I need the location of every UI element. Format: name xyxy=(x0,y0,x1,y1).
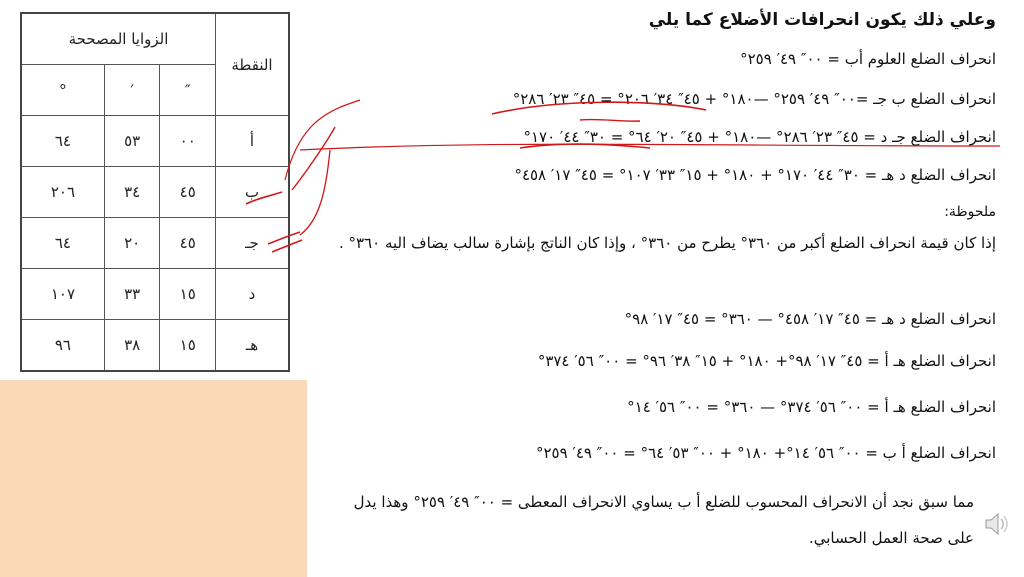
point-cell: ب xyxy=(216,167,290,218)
degrees-cell: ٦٤ xyxy=(21,116,104,167)
unit-degrees: ° xyxy=(21,65,104,116)
table-row xyxy=(21,320,289,372)
corrected-angles-table xyxy=(20,12,290,372)
intro-line: وعلي ذلك يكون انحرافات الأضلاع كما يلي xyxy=(648,10,996,30)
bearing-line-cd: انحراف الضلع جـ د = ٤٥″ ٢٣′ ٢٨٦° —١٨٠° + ٤٥″ ٢٠′ ٦٤° = ٣٠″ ٤٤′ ١٧٠° xyxy=(523,128,996,146)
header-point: النقطة xyxy=(216,13,290,116)
bearing-line-de: انحراف الضلع د هـ = ٣٠″ ٤٤′ ١٧٠° + ١٨٠° + ١٥″ ٣٣′ ١٠٧° = ٤٥″ ١٧′ ٤٥٨° xyxy=(514,166,996,184)
bearing-line-ab: انحراف الضلع العلوم أب = ٠٠″ ٤٩′ ٢٥٩° xyxy=(740,50,996,68)
degrees-cell: ٦٤ xyxy=(21,218,104,269)
seconds-cell: ٤٥ xyxy=(160,167,216,218)
table-row xyxy=(21,116,289,167)
point-cell: د xyxy=(216,269,290,320)
bearing-line-ab-check: انحراف الضلع أ ب = ٠٠″ ٥٦′ ١٤°+ ١٨٠° + ٠٠″ ٥٣′ ٦٤° = ٠٠″ ٤٩′ ٢٥٩° xyxy=(535,444,996,462)
header-corrected-angles: الزوايا المصححة xyxy=(21,13,216,65)
minutes-cell: ٢٠ xyxy=(104,218,160,269)
seconds-cell: ١٥ xyxy=(160,269,216,320)
degrees-cell: ٢٠٦ xyxy=(21,167,104,218)
point-cell: أ xyxy=(216,116,290,167)
minutes-cell: ٣٣ xyxy=(104,269,160,320)
minutes-cell: ٣٤ xyxy=(104,167,160,218)
table-row xyxy=(21,218,289,269)
seconds-cell: ١٥ xyxy=(160,320,216,372)
note-text: إذا كان قيمة انحراف الضلع أكبر من ٣٦٠° يطرح من ٣٦٠° ، وإذا كان الناتج بإشارة سالب يضاف اليه ٣٦٠° . xyxy=(338,234,996,252)
seconds-cell: ٤٥ xyxy=(160,218,216,269)
speaker-icon[interactable] xyxy=(982,510,1010,538)
minutes-cell: ٣٨ xyxy=(104,320,160,372)
seconds-cell: ٠٠ xyxy=(160,116,216,167)
bearing-line-de-reduced: انحراف الضلع د هـ = ٤٥″ ١٧′ ٤٥٨° — ٣٦٠° = ٤٥″ ١٧′ ٩٨° xyxy=(624,310,996,328)
note-label: ملحوظة: xyxy=(944,204,996,220)
table-panel xyxy=(0,0,307,380)
unit-minutes: ′ xyxy=(104,65,160,116)
point-cell: هـ xyxy=(216,320,290,372)
minutes-cell: ٥٣ xyxy=(104,116,160,167)
degrees-cell: ١٠٧ xyxy=(21,269,104,320)
side-strip xyxy=(0,380,307,577)
bearing-line-bc: انحراف الضلع ب جـ =٠٠″ ٤٩′ ٢٥٩° —١٨٠° + ٤٥″ ٣٤′ ٢٠٦° = ٤٥″ ٢٣′ ٢٨٦° xyxy=(512,90,996,108)
table-row xyxy=(21,269,289,320)
conclusion-text: مما سبق نجد أن الانحراف المحسوب للضلع أ ب يساوي الانحراف المعطى = ٠٠″ ٤٩′ ٢٥٩° وهذا يدل على صحة العمل الحسابي. xyxy=(353,493,974,547)
bearing-line-ea: انحراف الضلع هـ أ = ٤٥″ ١٧′ ٩٨°+ ١٨٠° + ١٥″ ٣٨′ ٩٦° = ٠٠″ ٥٦′ ٣٧٤° xyxy=(537,352,996,370)
point-cell: جـ xyxy=(216,218,290,269)
unit-seconds: ″ xyxy=(160,65,216,116)
table-row xyxy=(21,167,289,218)
degrees-cell: ٩٦ xyxy=(21,320,104,372)
bearing-line-ea-reduced: انحراف الضلع هـ أ = ٠٠″ ٥٦′ ٣٧٤° — ٣٦٠° = ٠٠″ ٥٦′ ١٤° xyxy=(627,398,996,416)
